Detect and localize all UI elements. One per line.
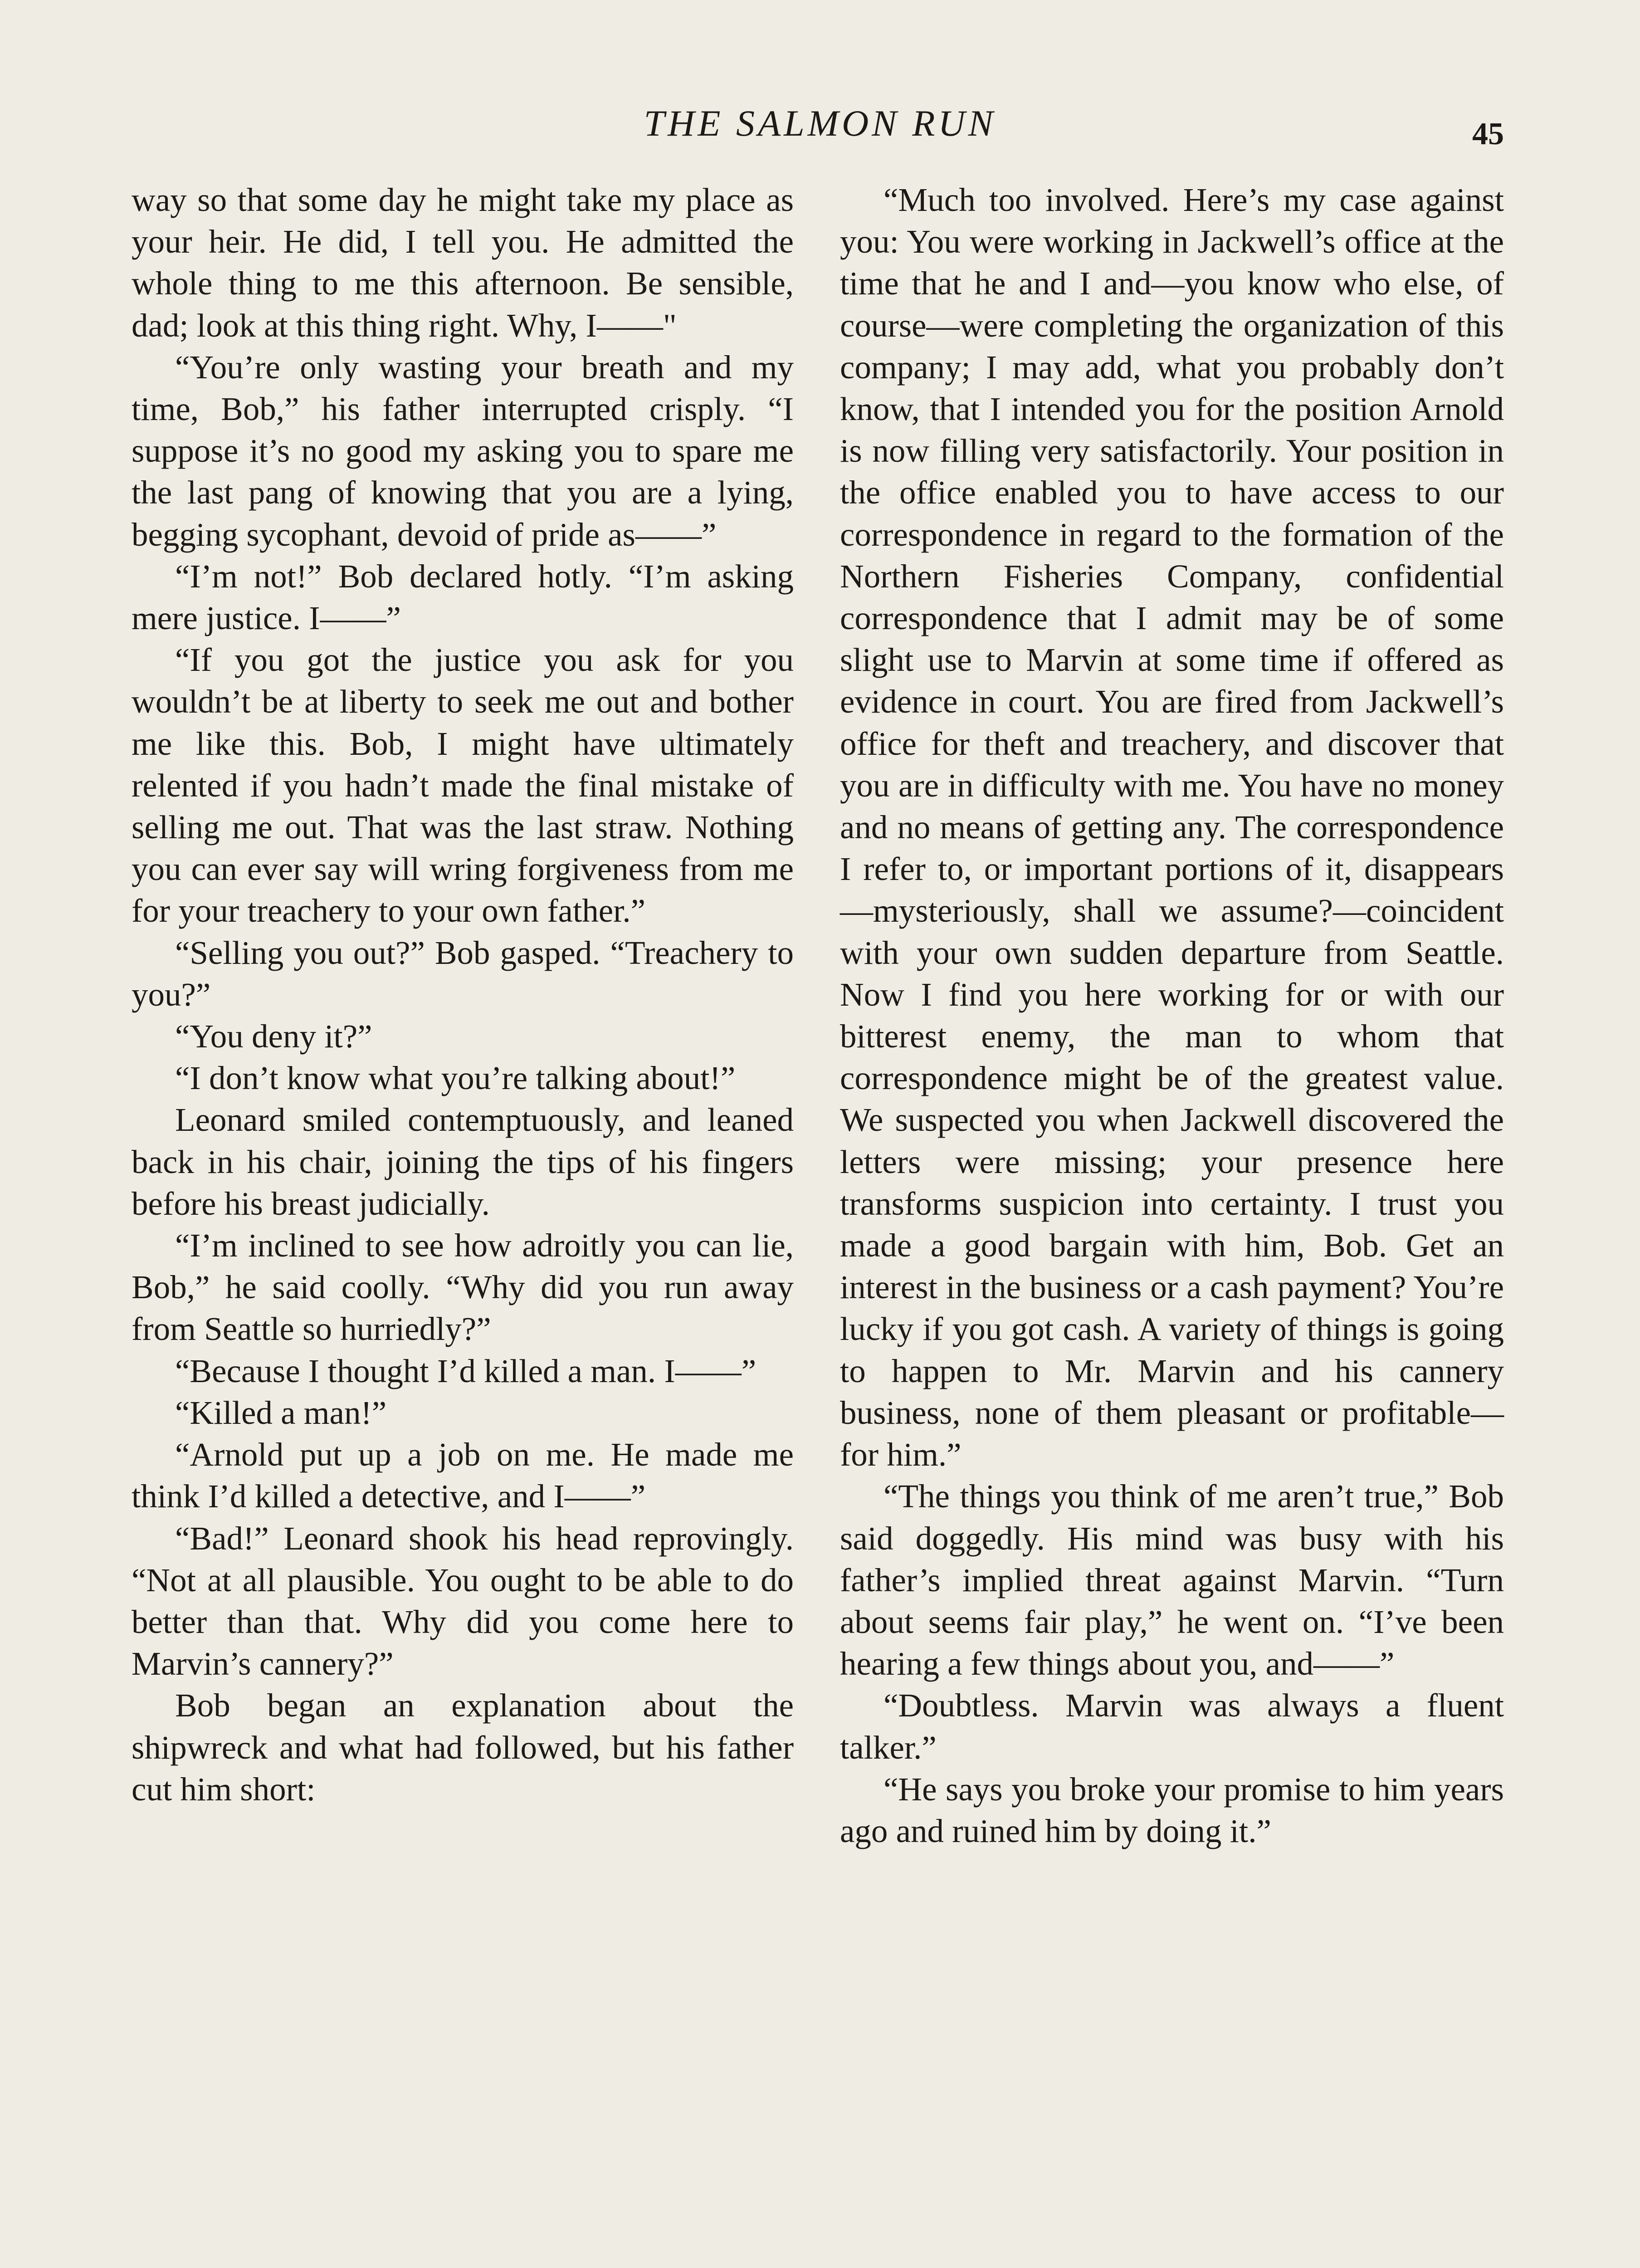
paragraph: “Bad!” Leonard shook his head reprovingly. “Not at all plausible. You ought to be able to do better than that. Why did you come here to Marvin’s cannery?” — [132, 1520, 794, 1682]
paragraph: way so that some day he might take my place as your heir. He did, I tell you. He admitted the whole thing to me this afternoon. Be sensible, dad; look at this thing right. Why, I——" — [132, 181, 794, 344]
text-column-right — [840, 179, 1504, 1852]
paragraph: “I’m inclined to see how adroitly you can lie, Bob,” he said coolly. “Why did you run away from Seattle so hurriedly?” — [132, 1227, 794, 1348]
paragraph: “You deny it?” — [175, 1018, 372, 1055]
paragraph: “I’m not!” Bob declared hotly. “I’m asking mere justice. I——” — [132, 557, 794, 637]
paragraph: “I don’t know what you’re talking about!” — [175, 1060, 736, 1097]
paragraph: “Arnold put up a job on me. He made me think I’d killed a detective, and I——” — [132, 1436, 794, 1515]
paragraph: “Because I thought I’d killed a man. I——” — [175, 1352, 757, 1389]
paragraph: Leonard smiled contemptuously, and leaned back in his chair, joining the tips of his fingers before his breast judicially. — [132, 1101, 794, 1222]
text-column-left — [132, 179, 794, 1810]
paragraph: “Killed a man!” — [175, 1394, 387, 1431]
paragraph: “Doubtless. Marvin was always a fluent talker.” — [840, 1687, 1504, 1766]
paragraph: “The things you think of me aren’t true,” Bob said doggedly. His mind was busy with his father’s implied threat against Marvin. “Turn about seems fair play,” he went on. “I’ve been hearing a few things about you, and——” — [840, 1478, 1504, 1682]
paragraph: “If you got the justice you ask for you wouldn’t be at liberty to seek me out and bother me like this. Bob, I might have ultimately relented if you hadn’t made the final mistake of selling me out. That was the last straw. Nothing you can ever say will wring forgiveness from me for your treachery to your own father.” — [132, 641, 794, 929]
paragraph: “You’re only wasting your breath and my time, Bob,” his father interrupted crisply. “I suppose it’s no good my asking you to spare me the last pang of knowing that you are a lying, begging sycophant, devoid of pride as——” — [132, 348, 794, 553]
paragraph: “Much too involved. Here’s my case against you: You were working in Jackwell’s office at the time that he and I and—you know who else, of course—were completing the organization of this company; I may add, what you probably don’t know, that I intended you for the position Arnold is now filling very satisfactorily. Your position in the office enabled you to have access to our correspondence in regard to the formation of the Northern Fisheries Company, confidential correspondence that I admit may be of some slight use to Marvin at some time if offered as evidence in court. You are fired from Jackwell’s office for theft and treachery, and discover that you are in difficulty with me. You have no money and no means of getting any. The correspondence I refer to, or important portions of it, disappears—mysteriously, shall we assume?—coincident with your own sudden departure from Seattle. Now I find you here working for or with our bitterest enemy, the man to whom that correspondence might be of the greatest value. We suspected you when Jackwell discovered the letters were missing; your presence here transforms suspicion into certainty. I trust you made a good bargain with him, Bob. Get an interest in the business or a cash payment? You’re lucky if you got cash. A variety of things is going to happen to Mr. Marvin and his cannery business, none of them pleasant or profitable—for him.” — [840, 181, 1504, 1473]
paragraph: “He says you broke your promise to him years ago and ruined him by doing it.” — [840, 1770, 1504, 1849]
running-title: THE SALMON RUN — [644, 103, 996, 144]
paragraph: Bob began an explanation about the shipwreck and what had followed, but his father cut him short: — [132, 1687, 794, 1808]
page-number: 45 — [1472, 117, 1504, 152]
paragraph: “Selling you out?” Bob gasped. “Treachery to you?” — [132, 934, 794, 1013]
